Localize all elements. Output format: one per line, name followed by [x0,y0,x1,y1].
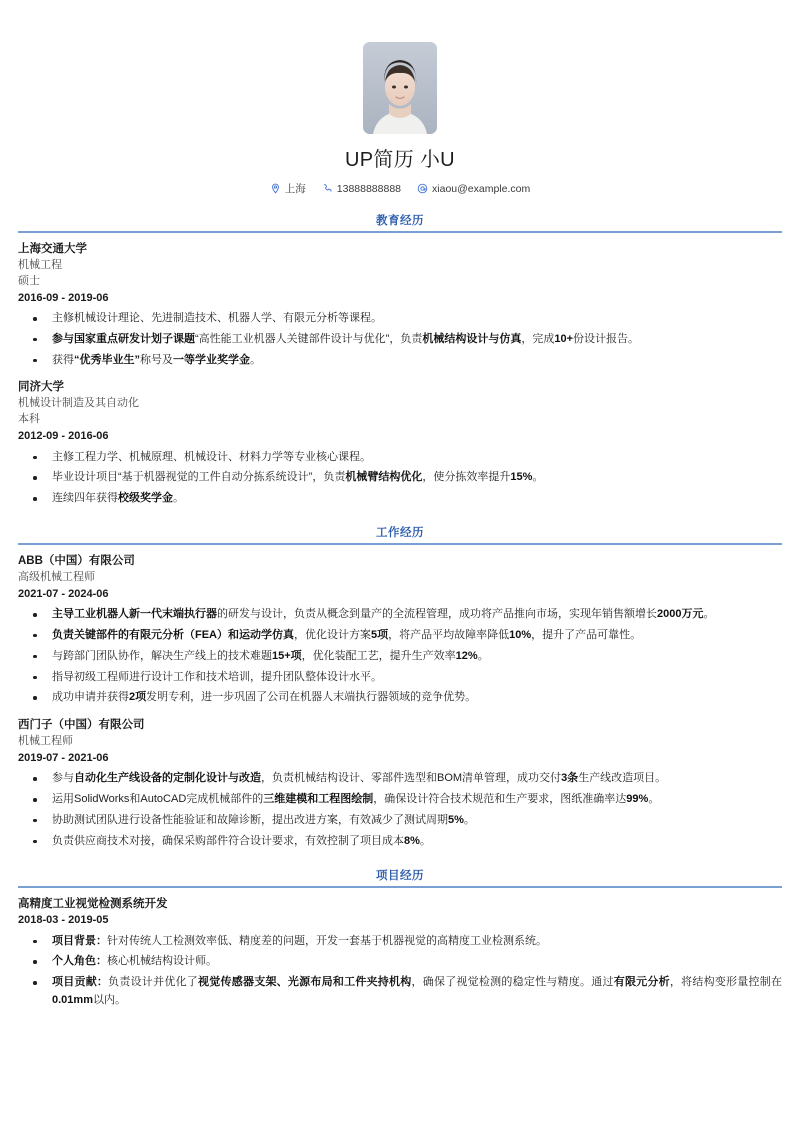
contact-location-value: 上海 [284,183,306,195]
contact-phone [322,183,401,195]
bullet-item: 连续四年获得校级奖学金。 [18,490,782,508]
section-divider [18,886,782,888]
resume-sections [18,212,782,1010]
entry-organization: 上海交通大学 [18,243,87,255]
bullet-item: 主修机械设计理论、先进制造技术、机器人学、有限元分析等课程。 [18,310,782,328]
resume-section [18,524,782,851]
entry-subtitle: 高级机械工程师 [18,570,95,583]
entry-subtitle: 机械工程师 [18,734,73,747]
bullet-item: 协助测试团队进行设备性能验证和故障诊断，提出改进方案，有效减少了测试周期5%。 [18,812,782,830]
resume-header [18,0,782,196]
bullet-item: 项目背景：针对传统人工检测效率低、精度差的问题，开发一套基于机器视觉的高精度工业检测系统。 [18,933,782,951]
entry-organization: 同济大学 [18,381,64,394]
entry-date-range: 2012-09 - 2016-06 [18,430,109,443]
email-icon [417,183,428,194]
bullet-item: 毕业设计项目“基于机器视觉的工件自动分拣系统设计”，负责机械臂结构优化，使分拣效率提升15%。 [18,469,782,487]
entry-bullet-list [18,449,782,508]
entry-bullet-list [18,933,782,1010]
bullet-item: 成功申请并获得2项发明专利，进一步巩固了公司在机器人末端执行器领域的竞争优势。 [18,689,782,707]
resume-entry [18,241,782,369]
resume-entry [18,717,782,850]
location-icon [270,183,281,194]
bullet-item: 参与自动化生产线设备的定制化设计与改造，负责机械结构设计、零部件选型和BOM清单管理，成功交付3条生产线改造项目。 [18,770,782,788]
resume-entry [18,553,782,707]
entry-bullet-list [18,310,782,369]
bullet-item: 负责供应商技术对接，确保采购部件符合设计要求，有效控制了项目成本8%。 [18,833,782,851]
resume-entry [18,379,782,507]
entry-date-range: 2019-07 - 2021-06 [18,751,109,764]
bullet-item: 主导工业机器人新一代末端执行器的研发与设计，负责从概念到量产的全流程管理，成功将产品推向市场，实现年销售额增长2000万元。 [18,606,782,624]
entry-degree: 硕士 [18,274,40,287]
page-title: UP简历 小U [345,149,455,171]
entry-bullet-list [18,770,782,850]
bullet-item: 参与国家重点研发计划子课题“高性能工业机器人关键部件设计与优化”，负责机械结构设计与仿真，完成10+份设计报告。 [18,331,782,349]
avatar [363,42,437,134]
phone-icon [322,183,333,194]
section-title: 教育经历 [376,215,424,227]
bullet-item: 与跨部门团队协作，解决生产线上的技术难题15+项，优化装配工艺，提升生产效率12%。 [18,648,782,666]
contact-list [18,181,782,196]
contact-phone-value: 13888888888 [336,182,402,195]
section-divider [18,231,782,233]
bullet-item: 指导初级工程师进行设计工作和技术培训，提升团队整体设计水平。 [18,669,782,687]
entry-degree: 本科 [18,413,40,426]
resume-entry [18,896,782,1010]
resume-section [18,867,782,1010]
entry-subtitle: 机械设计制造及其自动化 [18,397,139,410]
section-divider [18,543,782,545]
entry-organization: ABB（中国）有限公司 [18,554,135,567]
section-title: 项目经历 [376,869,424,882]
entry-date-range: 2018-03 - 2019-05 [18,914,109,927]
bullet-item: 个人角色：核心机械结构设计师。 [18,953,782,971]
bullet-item: 获得“优秀毕业生”称号及一等学业奖学金。 [18,352,782,370]
bullet-item: 运用SolidWorks和AutoCAD完成机械部件的三维建模和工程图绘制，确保设计符合技术规范和生产要求，图纸准确率达99%。 [18,791,782,809]
entry-organization: 高精度工业视觉检测系统开发 [18,897,168,910]
section-title: 工作经历 [376,526,424,539]
entry-date-range: 2016-09 - 2019-06 [18,291,109,304]
resume-section [18,212,782,508]
contact-location [270,181,306,196]
contact-email [417,183,530,195]
bullet-item: 项目贡献：负责设计并优化了视觉传感器支架、光源布局和工件夹持机构，确保了视觉检测的稳定性与精度。通过有限元分析，将结构变形量控制在0.01mm以内。 [18,974,782,1010]
entry-organization: 西门子（中国）有限公司 [18,719,145,732]
bullet-item: 主修工程力学、机械原理、机械设计、材料力学等专业核心课程。 [18,449,782,467]
entry-subtitle: 机械工程 [18,258,62,271]
bullet-item: 负责关键部件的有限元分析（FEA）和运动学仿真，优化设计方案5项，将产品平均故障率降低10%，提升了产品可靠性。 [18,627,782,645]
contact-email-value: xiaou@example.com [432,182,531,195]
entry-bullet-list [18,606,782,707]
entry-date-range: 2021-07 - 2024-06 [18,587,109,600]
